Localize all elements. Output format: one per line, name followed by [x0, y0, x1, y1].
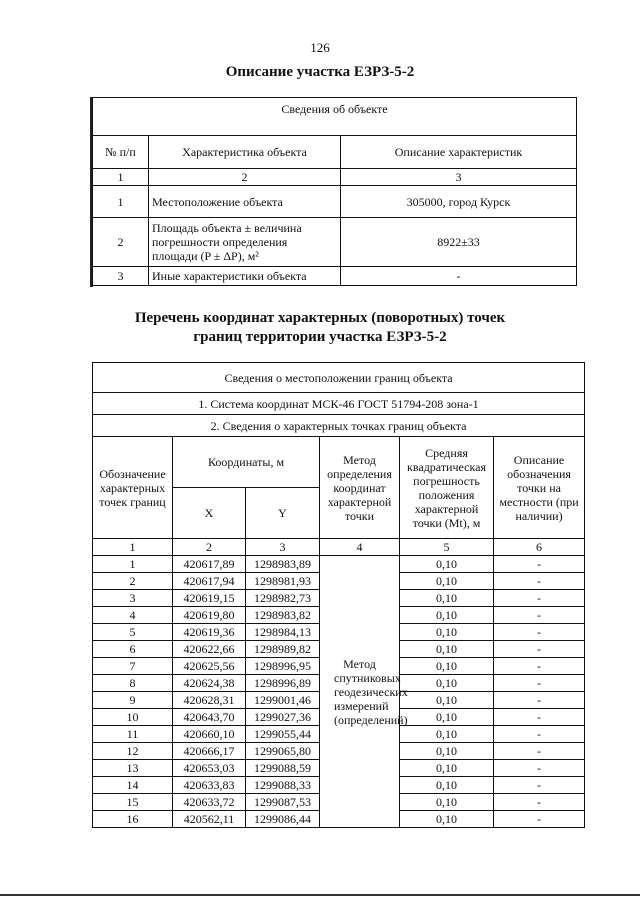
col-number: 2	[149, 169, 341, 186]
object-info-table	[92, 97, 577, 286]
point-x: 420643,70	[173, 709, 246, 726]
point-accuracy: 0,10	[400, 624, 494, 641]
row-characteristic: Местоположение объекта	[149, 186, 341, 218]
point-description: -	[494, 794, 585, 811]
point-y: 1298996,95	[246, 658, 320, 675]
table-row	[93, 267, 577, 286]
col-header-description: Описание характеристик	[341, 136, 577, 169]
points-header: 2. Сведения о характерных точках границ объекта	[93, 415, 585, 437]
point-description: -	[494, 709, 585, 726]
characteristic-line: Площадь объекта ± величина	[152, 221, 302, 235]
col-header-coords: Координаты, м	[173, 437, 320, 488]
point-y: 1298983,89	[246, 556, 320, 573]
point-x: 420628,31	[173, 692, 246, 709]
point-x: 420622,66	[173, 641, 246, 658]
point-x: 420633,83	[173, 777, 246, 794]
point-description: -	[494, 590, 585, 607]
column-number-row	[93, 539, 585, 556]
col-header-x: X	[173, 488, 246, 539]
row-characteristic: Иные характеристики объекта	[149, 267, 341, 286]
point-description: -	[494, 675, 585, 692]
point-accuracy: 0,10	[400, 760, 494, 777]
table-header-row	[93, 98, 577, 136]
method-cell: Метод спутниковых геодезических измерений (определений)	[320, 556, 400, 828]
table-header: Сведения об объекте	[93, 98, 577, 136]
point-x: 420625,56	[173, 658, 246, 675]
column-header-row	[93, 437, 585, 488]
page-bottom-rule	[0, 894, 640, 896]
point-description: -	[494, 624, 585, 641]
point-y: 1298983,82	[246, 607, 320, 624]
col-header-description: Описание обозначения точки на местности (при наличии)	[494, 437, 585, 539]
point-description: -	[494, 811, 585, 828]
point-description: -	[494, 692, 585, 709]
point-number: 4	[93, 607, 173, 624]
col-header-num: № п/п	[93, 136, 149, 169]
coordinates-title	[0, 309, 640, 347]
page-number: 126	[310, 40, 330, 55]
point-accuracy: 0,10	[400, 675, 494, 692]
point-x: 420624,38	[173, 675, 246, 692]
row-characteristic	[149, 218, 341, 267]
point-x: 420619,36	[173, 624, 246, 641]
point-y: 1299088,33	[246, 777, 320, 794]
point-y: 1299055,44	[246, 726, 320, 743]
column-number-row	[93, 169, 577, 186]
point-accuracy: 0,10	[400, 777, 494, 794]
points-body	[93, 556, 585, 828]
point-accuracy: 0,10	[400, 726, 494, 743]
characteristic-line: погрешности определения	[152, 235, 288, 249]
point-description: -	[494, 726, 585, 743]
col-number: 1	[93, 539, 173, 556]
point-y: 1299087,53	[246, 794, 320, 811]
point-accuracy: 0,10	[400, 794, 494, 811]
col-number: 3	[341, 169, 577, 186]
coordinates-table	[92, 362, 585, 828]
row-num: 2	[93, 218, 149, 267]
col-header-method: Метод определения координат характерной точки	[320, 437, 400, 539]
point-y: 1298996,89	[246, 675, 320, 692]
point-accuracy: 0,10	[400, 607, 494, 624]
point-description: -	[494, 573, 585, 590]
column-header-row	[93, 136, 577, 169]
point-y: 1299088,59	[246, 760, 320, 777]
point-x: 420562,11	[173, 811, 246, 828]
point-x: 420660,10	[173, 726, 246, 743]
point-number: 9	[93, 692, 173, 709]
row-num: 3	[93, 267, 149, 286]
point-y: 1298982,73	[246, 590, 320, 607]
point-y: 1298984,13	[246, 624, 320, 641]
point-y: 1298981,93	[246, 573, 320, 590]
point-description: -	[494, 760, 585, 777]
col-number: 5	[400, 539, 494, 556]
point-number: 14	[93, 777, 173, 794]
point-accuracy: 0,10	[400, 556, 494, 573]
row-description: -	[341, 267, 577, 286]
points-header-row	[93, 415, 585, 437]
point-accuracy: 0,10	[400, 590, 494, 607]
point-x: 420619,15	[173, 590, 246, 607]
row-description: 8922±33	[341, 218, 577, 267]
point-description: -	[494, 556, 585, 573]
coordinates-title-line: границ территории участка ЕЗРЗ-5-2	[193, 329, 447, 345]
point-x: 420633,72	[173, 794, 246, 811]
coordinates-title-line: Перечень координат характерных (поворотных) точек	[134, 310, 506, 326]
col-number: 2	[173, 539, 246, 556]
table-row	[93, 218, 577, 267]
point-number: 6	[93, 641, 173, 658]
table-row	[93, 186, 577, 218]
col-header-characteristic: Характеристика объекта	[149, 136, 341, 169]
coordinate-system-row	[93, 393, 585, 415]
coordinate-system: 1. Система координат МСК-46 ГОСТ 51794-208 зона-1	[93, 393, 585, 415]
point-number: 5	[93, 624, 173, 641]
point-description: -	[494, 658, 585, 675]
point-number: 10	[93, 709, 173, 726]
characteristic-line: площади (P ± ΔP), м²	[152, 249, 259, 263]
col-number: 1	[93, 169, 149, 186]
point-y: 1299065,80	[246, 743, 320, 760]
info-header-row	[93, 363, 585, 393]
point-x: 420666,17	[173, 743, 246, 760]
point-x: 420653,03	[173, 760, 246, 777]
col-header-point: Обозначение характерных точек границ	[93, 437, 173, 539]
point-accuracy: 0,10	[400, 811, 494, 828]
point-number: 13	[93, 760, 173, 777]
point-x: 420617,89	[173, 556, 246, 573]
col-header-accuracy: Средняя квадратическая погрешность положения характерной точки (Mt), м	[400, 437, 494, 539]
point-number: 1	[93, 556, 173, 573]
row-num: 1	[93, 186, 149, 218]
row-description: 305000, город Курск	[341, 186, 577, 218]
point-accuracy: 0,10	[400, 743, 494, 760]
point-number: 3	[93, 590, 173, 607]
point-number: 16	[93, 811, 173, 828]
point-description: -	[494, 777, 585, 794]
col-number: 3	[246, 539, 320, 556]
point-accuracy: 0,10	[400, 709, 494, 726]
point-description: -	[494, 743, 585, 760]
point-y: 1299086,44	[246, 811, 320, 828]
point-number: 15	[93, 794, 173, 811]
point-description: -	[494, 607, 585, 624]
col-number: 6	[494, 539, 585, 556]
point-accuracy: 0,10	[400, 641, 494, 658]
section-title: Описание участка ЕЗРЗ-5-2	[225, 64, 415, 80]
point-accuracy: 0,10	[400, 692, 494, 709]
table-row	[93, 556, 585, 573]
point-accuracy: 0,10	[400, 658, 494, 675]
col-header-y: Y	[246, 488, 320, 539]
point-y: 1299027,36	[246, 709, 320, 726]
point-number: 12	[93, 743, 173, 760]
point-number: 2	[93, 573, 173, 590]
point-description: -	[494, 641, 585, 658]
point-number: 8	[93, 675, 173, 692]
point-x: 420617,94	[173, 573, 246, 590]
point-y: 1299001,46	[246, 692, 320, 709]
point-accuracy: 0,10	[400, 573, 494, 590]
point-x: 420619,80	[173, 607, 246, 624]
point-number: 7	[93, 658, 173, 675]
point-y: 1298989,82	[246, 641, 320, 658]
col-number: 4	[320, 539, 400, 556]
info-header: Сведения о местоположении границ объекта	[93, 363, 585, 393]
point-number: 11	[93, 726, 173, 743]
